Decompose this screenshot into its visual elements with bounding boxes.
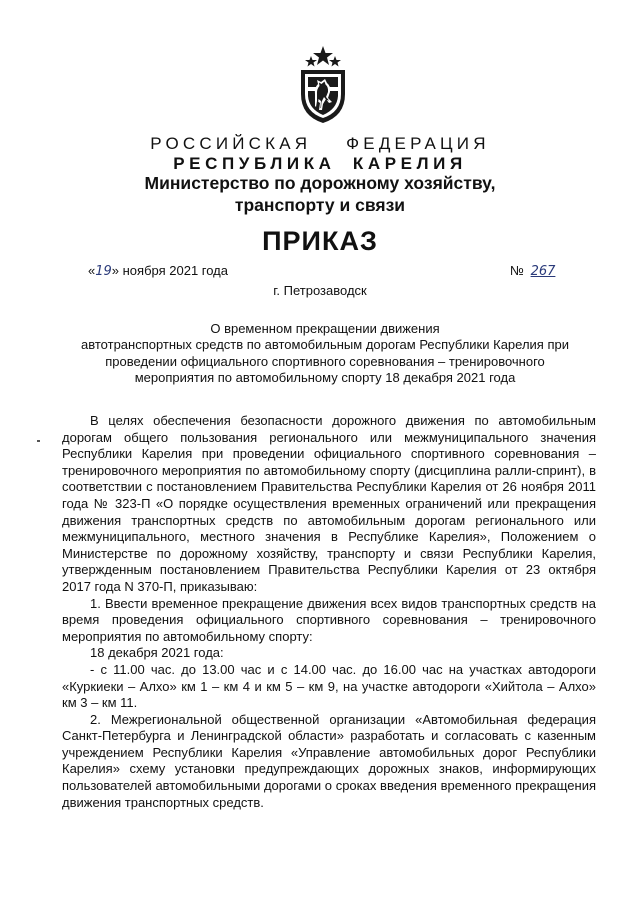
item-2-paragraph: 2. Межрегиональной общественной организации «Автомобильная федерация Санкт-Петербурга и Ленинградской области» разработать и согласовать с казенным учреждением Республики Карелия «Управление автомобильных дорог Республики Карелия» схему установки предупреждающих дорожных знаков, информирующих пользователей автомобильными дорогами о сроках введения временного прекращения движения транспортных средств. — [62, 711, 596, 810]
order-title: ПРИКАЗ — [262, 226, 378, 256]
ministry-name — [0, 172, 640, 216]
margin-mark — [37, 440, 40, 442]
order-subject — [70, 321, 580, 387]
item-1-detail: - с 11.00 час. до 13.00 час и с 14.00 час. до 16.00 час на участках автодороги «Куркиеки – Алхо» км 1 – км 4 и км 5 – км 9, на участке автодороги «Хийтола – Алхо» км 3 – км 11. — [62, 661, 596, 711]
order-date — [88, 263, 228, 279]
date-open-quote: « — [88, 263, 96, 278]
subject-line-1: О временном прекращении движения — [210, 321, 440, 336]
number-value-handwritten: 267 — [530, 264, 556, 279]
order-number — [510, 263, 555, 279]
country-heading: РОССИЙСКАЯ ФЕДЕРАЦИЯ — [150, 134, 490, 153]
item-1-date: 18 декабря 2021 года: — [90, 645, 224, 661]
ministry-line-2: транспорту и связи — [234, 195, 406, 215]
date-rest: » ноября 2021 года — [111, 263, 229, 278]
republic-heading: РЕСПУБЛИКА КАРЕЛИЯ — [173, 154, 467, 173]
item-1-paragraph: 1. Ввести временное прекращение движения всех видов транспортных средств на время проведения официального спортивного соревнования – тренировочного мероприятия по автомобильному спорту: — [62, 595, 596, 644]
order-body — [62, 413, 596, 811]
ministry-line-1: Министерство по дорожному хозяйству, — [144, 173, 496, 193]
date-day-handwritten: 19 — [95, 264, 112, 279]
subject-line-2: автотранспортных средств по автомобильным дорогам Республики Карелия при проведении официального спортивного соревнования – тренировочного мероприятия по автомобильному спорту 18 декабря 2021 года — [81, 337, 569, 386]
number-label: № — [510, 263, 524, 278]
order-city: г. Петрозаводск — [273, 283, 367, 298]
preamble-paragraph: В целях обеспечения безопасности дорожного движения по автомобильным дорогам общего пользования регионального или межмуниципального значения Республики Карелия при проведении официального спортивного соревнования – тренировочного мероприятия по автомобильному спорту (дисциплина ралли-спринт), в соответствии с постановлением Правительства Республики Карелия от 26 ноября 2011 года № 323-П «О порядке осуществления временных ограничений или прекращения движения транспортных средств по автомобильным дорогам регионального или межмуниципального, местного значения в Республике Карелия», Положением о Министерстве по дорожному хозяйству, транспорту и связи Республики Карелия, утвержденным постановлением Правительства Республики Карелия от 23 октября 2017 года N 370-П, приказываю: — [62, 413, 596, 594]
karelia-coat-of-arms-icon — [298, 46, 348, 124]
